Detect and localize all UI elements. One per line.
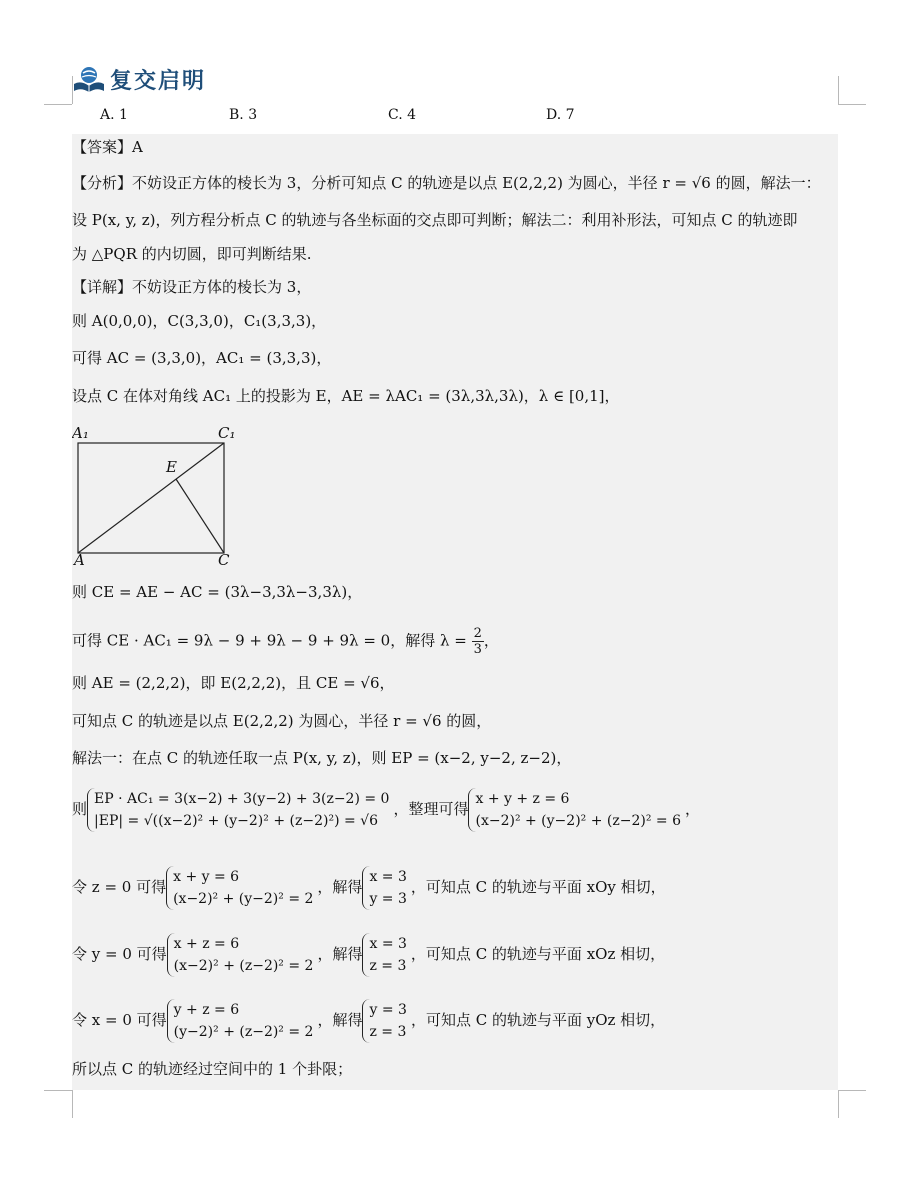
logo-text: 复交启明 (110, 67, 207, 94)
crop-mark (838, 104, 866, 105)
system-brace: x = 3 z = 3 (362, 933, 410, 977)
text-line: 设 P(x, y, z)，列方程分析点 C 的轨迹与各坐标面的交点即可判断；解法二：利用补形法，可知点 C 的轨迹即 (72, 211, 798, 229)
system-brace: x = 3 y = 3 (362, 866, 410, 910)
equation-system: 则 EP · AC₁ = 3(x−2) + 3(y−2) + 3(z−2) = 0 |EP| = √((x−2)² + (y−2)² + (z−2)²) = √6 ，整理可得 x + y + z = 6 (x−2)² + (y−2)² + (z−2)² = 6 ， (72, 784, 700, 834)
solution-panel (72, 134, 838, 1090)
text-line: 可得 AC = (3,3,0)，AC₁ = (3,3,3)， (72, 349, 332, 367)
choice-b: B. 3 (229, 107, 258, 123)
text-line: 则 CE = AE − AC = (3λ−3,3λ−3,3λ)， (72, 583, 363, 601)
text-line: 则 A(0,0,0)，C(3,3,0)，C₁(3,3,3)， (72, 312, 327, 330)
text-line: 则 AE = (2,2,2)，即 E(2,2,2)，且 CE = √6， (72, 674, 395, 692)
system-brace: x + y + z = 6 (x−2)² + (y−2)² + (z−2)² = 6 (468, 788, 685, 832)
segment-ce (176, 479, 224, 553)
text-line: 解法一：在点 C 的轨迹任取一点 P(x, y, z)，则 EP = (x−2, y−2, z−2)， (72, 749, 572, 767)
system-brace: EP · AC₁ = 3(x−2) + 3(y−2) + 3(z−2) = 0 |EP| = √((x−2)² + (y−2)² + (z−2)²) = √6 (87, 788, 393, 832)
choice-d: D. 7 (546, 107, 575, 123)
header-logo (72, 64, 206, 94)
text-line: 【详解】不妨设正方体的棱长为 3， (72, 278, 312, 296)
choice-c: C. 4 (388, 107, 417, 123)
equation-system: 令 y = 0 可得 x + z = 6 (x−2)² + (z−2)² = 2 ，解得 x = 3 z = 3 ，可知点 C 的轨迹与平面 xOz 相切， (72, 929, 665, 979)
book-globe-icon (72, 64, 106, 94)
text-line: 【分析】不妨设正方体的棱长为 3，分析可知点 C 的轨迹是以点 E(2,2,2) 为圆心，半径 r = √6 的圆，解法一： (72, 174, 821, 192)
label-c: C (218, 551, 230, 566)
system-brace: y = 3 z = 3 (362, 999, 410, 1043)
crop-mark (838, 1090, 839, 1118)
crop-mark (838, 1090, 866, 1091)
diagonal-ac1 (78, 443, 224, 553)
answer-line: 【答案】A (72, 138, 143, 156)
equation-system: 令 x = 0 可得 y + z = 6 (y−2)² + (z−2)² = 2 ，解得 y = 3 z = 3 ，可知点 C 的轨迹与平面 yOz 相切， (72, 995, 665, 1045)
crop-mark (44, 104, 72, 105)
text-line: 所以点 C 的轨迹经过空间中的 1 个卦限； (72, 1060, 353, 1078)
text-line: 为 △PQR 的内切圆，即可判断结果. (72, 245, 312, 263)
crop-mark (72, 1090, 73, 1118)
label-c1: C₁ (218, 424, 236, 442)
choice-a: A. 1 (100, 107, 128, 123)
text-line: 可知点 C 的轨迹是以点 E(2,2,2) 为圆心，半径 r = √6 的圆， (72, 712, 492, 730)
crop-mark (838, 76, 839, 104)
crop-mark (44, 1090, 72, 1091)
system-brace: x + y = 6 (x−2)² + (y−2)² = 2 (166, 866, 317, 910)
label-e: E (166, 458, 177, 476)
fraction-lambda: $\frac{2}{3}$ (473, 626, 482, 657)
text-line: 可得 CE · AC₁ = 9λ − 9 + 9λ − 9 + 9λ = 0，解得 λ = $\frac{2}{3}$ ， (72, 626, 499, 657)
text-line: 设点 C 在体对角线 AC₁ 上的投影为 E，AE = λAC₁ = (3λ,3λ,3λ)，λ ∈ [0,1]， (72, 387, 620, 405)
system-brace: y + z = 6 (y−2)² + (z−2)² = 2 (167, 999, 318, 1043)
label-a1: A₁ (72, 424, 89, 442)
label-a: A (74, 551, 85, 566)
rectangle-figure (72, 422, 272, 566)
system-brace: x + z = 6 (x−2)² + (z−2)² = 2 (167, 933, 318, 977)
equation-system: 令 z = 0 可得 x + y = 6 (x−2)² + (y−2)² = 2 ，解得 x = 3 y = 3 ，可知点 C 的轨迹与平面 xOy 相切， (72, 862, 666, 912)
